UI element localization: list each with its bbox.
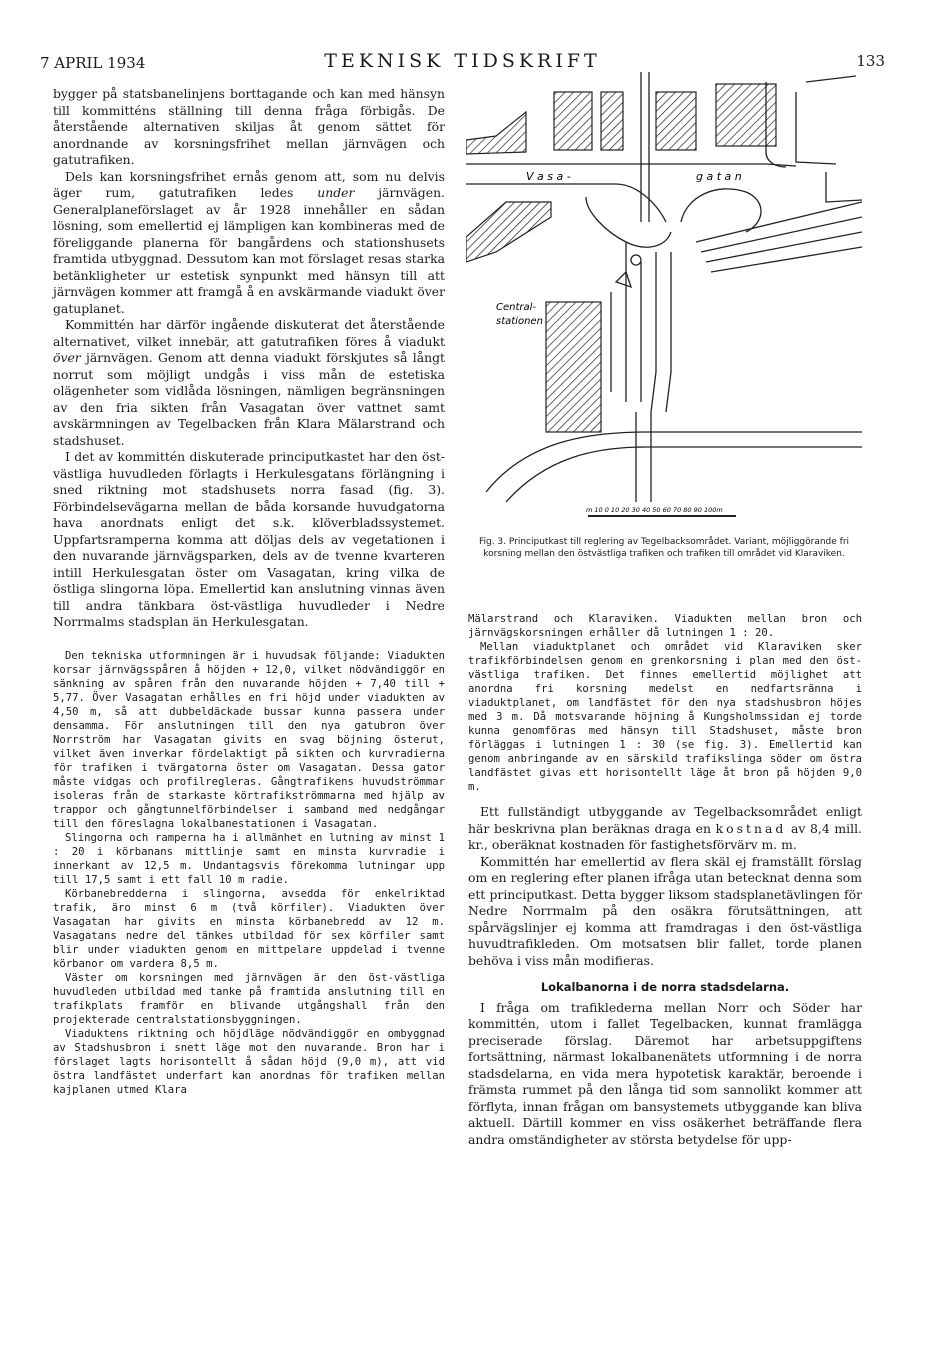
figure-caption: Fig. 3. Principutkast till reglering av Tegelbacksområdet. Variant, möjliggörande fri korsning mellan den östvästliga trafiken och trafiken till området vid Klaraviken.	[478, 537, 850, 559]
paragraph: bygger på statsbanelinjens borttagande och kan med hänsyn till kommitténs ställning till denna fråga förbigås. De återstående alternativen skiljas åt genom sättet för anordnande av korsningsfrihet mellan järnvägen och gatutrafiken.	[53, 86, 445, 167]
right-column	[468, 612, 862, 1148]
paragraph: Kommittén har emellertid av flera skäl ej framställt förslag om en reglering efter planen ifråga utan betecknat denna som ett principutkast. Detta bygger liksom stadsplanetävlingen för Nedre Norrmalm på den osäkra förutsättningen, att spårvägslinjer ej komma att framdragas i den öst-västliga huvudtrafikleden. Om motsatsen blir fallet, torde planen behöva i viss mån modifieras.	[468, 853, 862, 968]
paragraph: I det av kommittén diskuterade principutkastet har den öst-västliga huvudleden förlagts i Herkulesgatans förlängning i sned riktning mot stadshusets norra fasad (fig. 3). Förbindelsevägarna mellan de båda korsande huvudgatorna hava anordnats enligt det s.k. klöverbladssystemet. Uppfartsramperna komma att döljas dels av vegetationen i den nuvarande järnvägsparken, dels av de tvenne kvarteren intill Herkulesgatan öster om Vasagatan, kring vilka de östliga slingorna löpa. Emellertid kan anslutning vinnas även till andra tänkbara öst-västliga huvudleder i Nedre Norrmalms stadsplan än Herkulesgatan.	[53, 449, 445, 629]
paragraph: Kommittén har därför ingående diskuterat det återstående alternativet, vilket innebär, att gatutrafiken föres å viadukt över järnvägen. Genom att denna viadukt förskjutes så långt norrut som möjligt undgås i viss mån de estetiska olägenheter som vidlåda lösningen, nämligen begränsningen av den fria sikten från Vasagatan över vattnet samt avskärmningen av Tegelbacken från Klara Mälarstrand och stadshuset.	[53, 317, 445, 448]
paragraph: I fråga om trafiklederna mellan Norr och Söder har kommittén, utom i fallet Tegelbacken, kunnat framlägga preciserade förslag. Däremot har arbetsuppgiftens fortsättning, närmast lokalbanenätets utformning i de norra stadsdelarna, en vida mera hypotetisk karaktär, beroende i främsta rummet på den långa tid som sannolikt kommer att förflyta, innan frågan om bansystemets utbyggande kan bliva aktuell. Därtill kommer en viss osäkerhet beträffande flera andra omständigheter av största betydelse för upp-	[468, 999, 862, 1147]
left-column	[53, 86, 445, 1097]
technical-paragraph: Viaduktens riktning och höjdläge nödvändiggör en ombyggnad av Stadshusbron i snett läge mot den nuvarande. Bron har i förslaget lagts horisontellt å sådan höjd (9,0 m), att vid östra landfästet underfart kan anordnas för trafiken mellan kajplanen utmed Klara	[53, 1027, 445, 1096]
technical-paragraph: Mellan viaduktplanet och området vid Klaraviken sker trafikförbindelsen genom en grenkorsning i plan med den öst-västliga trafiken. Det finnes emellertid möjlighet att anordna fri korsning medelst en nedfartsränna i viaduktplanet, om landfästet för den nya stadshusbron höjes med 3 m. Då motsvarande höjning å Kungsholmssidan ej torde kunna genomföras med hänsyn till Stadshuset, måste bron förläggas i lutningen 1 : 30 (se fig. 3). Emellertid kan genom anbringande av en särskild trafikslinga söder om östra landfästet givas ett horisontellt läge åt bron på höjden 9,0 m.	[468, 641, 862, 793]
site-plan-drawing	[466, 72, 862, 532]
technical-paragraph: Körbanebredderna i slingorna, avsedda för enkelriktad trafik, äro minst 6 m (två körfiler). Viadukten över Vasagatan har givits en minsta körbanebredd av 12 m. Vasagatans nedre del tänkes utbildad för sex körfiler samt blir under viadukten genom en mittpelare uppdelad i tvenne körbanor om vardera 8,5 m.	[53, 887, 445, 970]
technical-paragraph: Den tekniska utformningen är i huvudsak följande: Viadukten korsar järnvägsspåren å höjden + 12,0, vilket nödvändiggör en sänkning av spåren från den nuvarande höjden + 7,40 till + 5,77. Över Vasagatan erhålles en fri höjd under viadukten av 4,50 m, så att dubbeldäckade bussar kunna passera under densamma. För anslutningen till den nya gatubron över Norrström har Vasagatan givits en svag böjning österut, vilket även inverkar fördelaktigt på sikten och kurvradierna för trafiken i tvärgatorna öster om Vasagatan. Dessa gator måste vidgas och profilregleras. Gångtrafikens huvudströmmar isoleras från de starkaste körtrafikströmmarna med hjälp av trappor och gångtunnelförbindelser i samband med nedgångar till den föreslagna lokalbanestationen i Vasagatan.	[53, 649, 445, 830]
technical-paragraph: Slingorna och ramperna ha i allmänhet en lutning av minst 1 : 20 i körbanans mittlinje samt en minsta kurvradie i innerkant av 12,5 m. Undantagsvis förekomma lutningar upp till 17,5 samt i ett fall 10 m radie.	[53, 831, 445, 886]
figure-3-plan	[466, 72, 862, 532]
technical-paragraph: Mälarstrand och Klaraviken. Viadukten mellan bron och järnvägskorsningen erhåller då lutningen 1 : 20.	[468, 613, 862, 639]
page-number: 133	[856, 52, 885, 70]
street-label-gatan: g a t a n	[696, 170, 742, 183]
paragraph: Ett fullständigt utbyggande av Tegelbacksområdet enligt här beskrivna plan beräknas draga en kostnad av 8,4 mill. kr., oberäknat kostnaden för fastighetsförvärv m. m.	[468, 804, 862, 852]
label-central: Central-	[496, 302, 537, 313]
scale-bar-label: m 10 0 10 20 30 40 50 60 70 80 90 100m	[586, 506, 723, 514]
label-station: stationen	[496, 316, 543, 327]
issue-date: 7 APRIL 1934	[40, 54, 146, 72]
technical-paragraph: Väster om korsningen med järnvägen är den öst-västliga huvudleden utbildad med tanke på framtida anslutning till en trafikplats framför en blivande utgångshall från den projekterade centralstationsbyggningen.	[53, 971, 445, 1026]
journal-title: TEKNISK TIDSKRIFT	[324, 50, 601, 72]
section-heading: Lokalbanorna i de norra stadsdelarna.	[540, 980, 790, 994]
street-label-vasa: V a s a -	[526, 170, 571, 183]
paragraph: Dels kan korsningsfrihet ernås genom att, som nu delvis äger rum, gatutrafiken ledes under järnvägen. Generalplaneförslaget av år 1928 innehåller en sådan lösning, som emellertid ej lämpligen kan kombineras med de föreliggande planerna för bangårdens och stationshusets framtida utbyggnad. Dessutom kan mot förslaget resas starka betänkligheter ur estetisk synpunkt med hänsyn till att järnvägen kommer att framgå å en avskärmande viadukt över gatuplanet.	[53, 168, 445, 316]
